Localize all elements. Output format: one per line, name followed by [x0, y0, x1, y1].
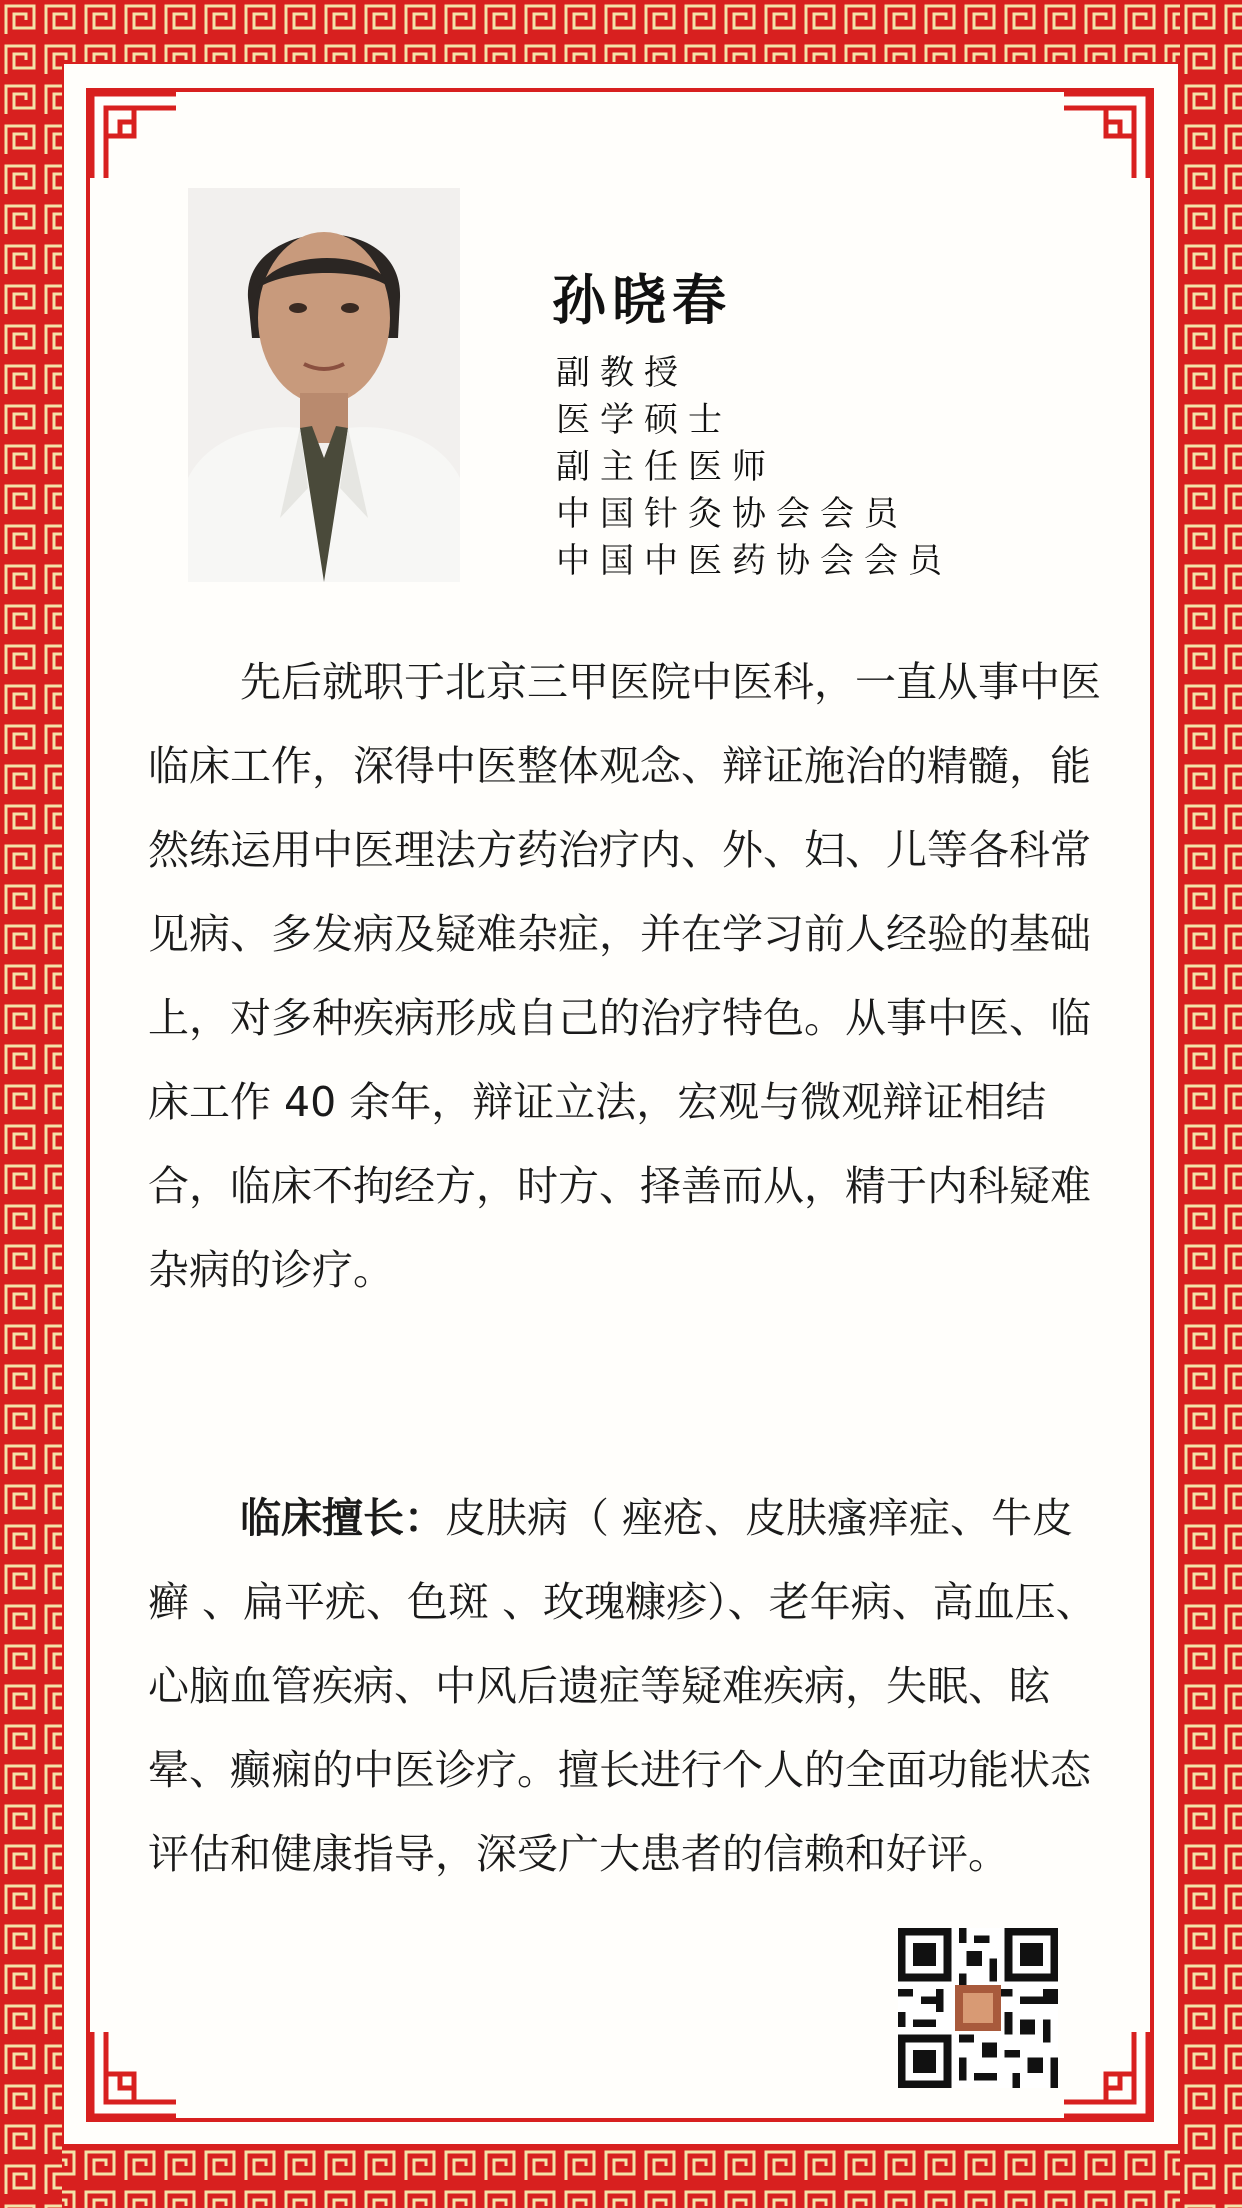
doctor-name: 孙晓春 [552, 268, 732, 332]
decorative-border-left [0, 0, 62, 2208]
title-item: 中国针灸协会会员 [556, 494, 908, 534]
corner-ornament-bottom-right [1058, 2026, 1154, 2122]
corner-ornament-bottom-left [86, 2026, 182, 2122]
doctor-photo [188, 188, 460, 582]
biography-paragraph [148, 640, 1108, 1312]
biography-text: 先后就职于北京三甲医院中医科，一直从事中医临床工作，深得中医整体观念、辩证施治的精髓，能然练运用中医理法方药治疗内、外、妇、儿等各科常见病、多发病及疑难杂症，并在学习前人经验的基础上，对多种疾病形成自己的治疗特色。从事中医、临床工作 40 余年，辩证立法，宏观与微观辩证相结合，临床不拘经方，时方、择善而从，精于内科疑难杂病的诊疗。 [148, 658, 1101, 1294]
specialty-label: 临床擅长： [240, 1494, 445, 1542]
title-item: 副教授 [556, 353, 688, 393]
decorative-border-right [1180, 0, 1242, 2208]
title-item: 中国中医药协会会员 [556, 541, 952, 581]
qr-code [898, 1928, 1058, 2088]
doctor-titles [556, 350, 952, 585]
corner-ornament-top-left [86, 88, 182, 184]
title-item: 医学硕士 [556, 400, 732, 440]
decorative-border-top [0, 0, 1242, 62]
corner-ornament-top-right [1058, 88, 1154, 184]
specialty-text: 皮肤病（ 痤疮、皮肤瘙痒症、牛皮癣 、扁平疣、色斑 、玫瑰糠疹）、老年病、高血压、心脑血管疾病、中风后遗症等疑难疾病，失眠、眩晕、癫痫的中医诊疗。擅长进行个人的全面功能状态评估和健康指导，深受广大患者的信赖和好评。 [148, 1494, 1097, 1878]
title-item: 副主任医师 [556, 447, 776, 487]
decorative-border-bottom [0, 2146, 1242, 2208]
specialty-paragraph [148, 1476, 1108, 1896]
